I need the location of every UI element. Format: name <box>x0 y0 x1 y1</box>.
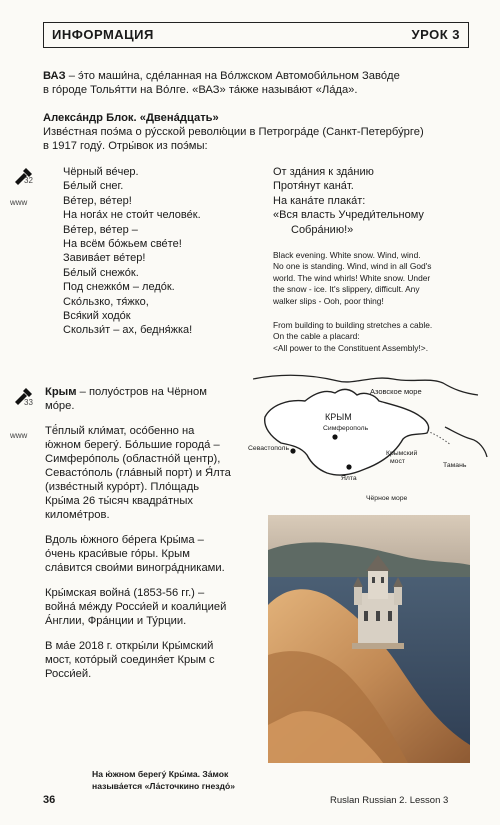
text-line: киломе́тров. <box>45 509 110 521</box>
crimea-title-rest: – полуо́стров на Чёрном <box>76 386 207 398</box>
swallows-nest-photo <box>268 515 470 763</box>
map-label-sevastopol: Севастополь <box>248 445 290 452</box>
caption-line-1: На ю́жном берегу́ Кры́ма. За́мок <box>92 769 229 779</box>
map-label-yalta: Ялта <box>341 475 357 482</box>
poem-line: На нога́х не стои́т челове́к. <box>63 209 201 222</box>
poem-line: «Вся власть Учреди́тельному <box>273 209 424 222</box>
poem-right-column <box>273 165 424 237</box>
poem-line: На кана́те плака́т: <box>273 194 366 207</box>
map-label-bridge-2: мост <box>390 458 405 465</box>
poem-line: На всём бо́жьем све́те! <box>63 238 182 251</box>
crimea-paragraph-2 <box>45 533 260 575</box>
crimea-map <box>248 365 488 505</box>
text-line: о́чень краси́вые го́ры. Крым <box>45 548 190 560</box>
map-label-simferopol: Симферополь <box>323 425 369 432</box>
track-number-33: 33 <box>24 398 33 407</box>
map-label-black-sea: Чёрное море <box>366 495 408 502</box>
text-line: Тё́плый кли́мат, осо́бенно на <box>45 425 195 437</box>
text-line: война́ ме́жду Росси́ей и коали́цией <box>45 601 227 613</box>
poem-line: Ве́тер, ве́тер – <box>63 223 138 236</box>
poem-line: Собра́нию!» <box>291 223 354 236</box>
text-line: Севасто́поль (гла́вный порт) и Я́лта <box>45 467 231 479</box>
map-label-crimea: КРЫМ <box>325 412 352 422</box>
poem-left-column <box>63 165 201 338</box>
section-header <box>43 22 469 48</box>
poem-line: Вся́кий ходо́к <box>63 310 131 323</box>
poem-line: Чёрный ве́чер. <box>63 166 139 178</box>
poem-line: Бе́лый снег. <box>63 180 124 193</box>
text-line: сла́вится свои́ми виногра́дниками. <box>45 562 225 574</box>
translation-line: From building to building stretches a cable. <box>273 320 433 330</box>
text-line: Росси́ей. <box>45 668 92 680</box>
text-line: В ма́е 2018 г. откры́ли Кры́мский <box>45 640 214 652</box>
crimea-map-outline <box>253 365 488 505</box>
page-number: 36 <box>43 794 56 806</box>
translation-line: Black evening. White snow. Wind, wind. <box>273 250 421 260</box>
translation-line: walker slips - Ooh, poor thing! <box>273 295 384 306</box>
www-link-32[interactable]: www <box>10 198 28 207</box>
book-title: Ruslan Russian 2. Lesson 3 <box>330 795 449 806</box>
blok-desc-1: Изве́стная поэ́ма о ру́сской револю́ции в Петрогра́де (Санкт-Петербу́рге) <box>43 126 424 138</box>
track-number-32: 32 <box>24 176 33 185</box>
blok-desc-2: в 1917 году́. Отры́вок из поэ́мы: <box>43 140 208 152</box>
photo-caption <box>92 769 272 792</box>
translation-line: No one is standing. Wind, wind in all God's <box>273 261 432 272</box>
poem-line: Ве́тер, ве́тер! <box>63 194 132 207</box>
poem-line: От зда́ния к зда́нию <box>273 166 374 178</box>
crimea-paragraph-1 <box>45 424 260 522</box>
map-label-taman: Тамань <box>443 462 467 469</box>
text-line: Кры́ма 26 ты́сяч квадра́тных <box>45 495 193 507</box>
text-line: Симферо́поль (областно́й центр), <box>45 453 221 465</box>
poem-line: Завива́ет ве́тер! <box>63 252 146 265</box>
www-link-33[interactable]: www <box>10 431 28 440</box>
crimea-section <box>45 385 260 681</box>
vaz-paragraph <box>43 69 473 97</box>
crimea-paragraph-4 <box>45 639 260 681</box>
map-label-bridge-1: Крымский <box>386 450 418 457</box>
poem-line: Ско́льзко, тя́жко, <box>63 295 149 308</box>
header-lesson: УРОК 3 <box>411 27 460 42</box>
poem-line: Бе́лый снежо́к. <box>63 266 139 279</box>
caption-line-2: называ́ется «Ла́сточкино гнездо́» <box>92 780 235 791</box>
translation-line: On the cable a placard: <box>273 331 360 342</box>
blok-heading: Алекса́ндр Блок. «Двена́дцать» <box>43 112 219 124</box>
vaz-line-2: в го́роде Толья́тти на Во́лге. «ВАЗ» та́кже называ́ют «Ла́да». <box>43 84 358 96</box>
header-title: ИНФОРМАЦИЯ <box>52 27 154 42</box>
text-line: (изве́стный куро́рт). Пло́щадь <box>45 481 200 493</box>
crimea-title-line-2: мо́ре. <box>45 400 75 412</box>
vaz-term: ВАЗ <box>43 70 66 82</box>
crimea-paragraph-3 <box>45 586 260 628</box>
map-label-azov: Азовское море <box>370 387 422 396</box>
poem-line: Скользи́т – ах, бедня́жка! <box>63 324 193 337</box>
poem-translation-1 <box>273 250 483 307</box>
text-line: Вдоль ю́жного бе́рега Кры́ма – <box>45 534 204 546</box>
vaz-line-1: – э́то маши́на, сде́ланная на Во́лжском Автомоби́льном Заво́де <box>65 70 400 82</box>
translation-line: world. The wind whirls! White snow. Under <box>273 272 431 283</box>
text-line: Кры́мская война́ (1853-56 гг.) – <box>45 587 205 599</box>
translation-line: <All power to the Constituent Assembly!>. <box>273 342 429 353</box>
text-line: мост, кото́рый соединя́ет Крым с <box>45 654 215 666</box>
translation-line: the snow - ice. It's slippery, difficult. Any <box>273 284 420 295</box>
poem-line: Под снежко́м – ледо́к. <box>63 281 175 294</box>
text-line: ю́жном берегу́. Бо́льшие города́ – <box>45 439 220 451</box>
blok-section <box>43 111 483 153</box>
poem-translation-2 <box>273 320 488 354</box>
crimea-title: Крым <box>45 386 77 398</box>
text-line: А́нглии, Фра́нции и Ту́рции. <box>45 615 187 627</box>
poem-line: Протя́нут кана́т. <box>273 180 354 193</box>
castle-illustration <box>268 515 470 763</box>
